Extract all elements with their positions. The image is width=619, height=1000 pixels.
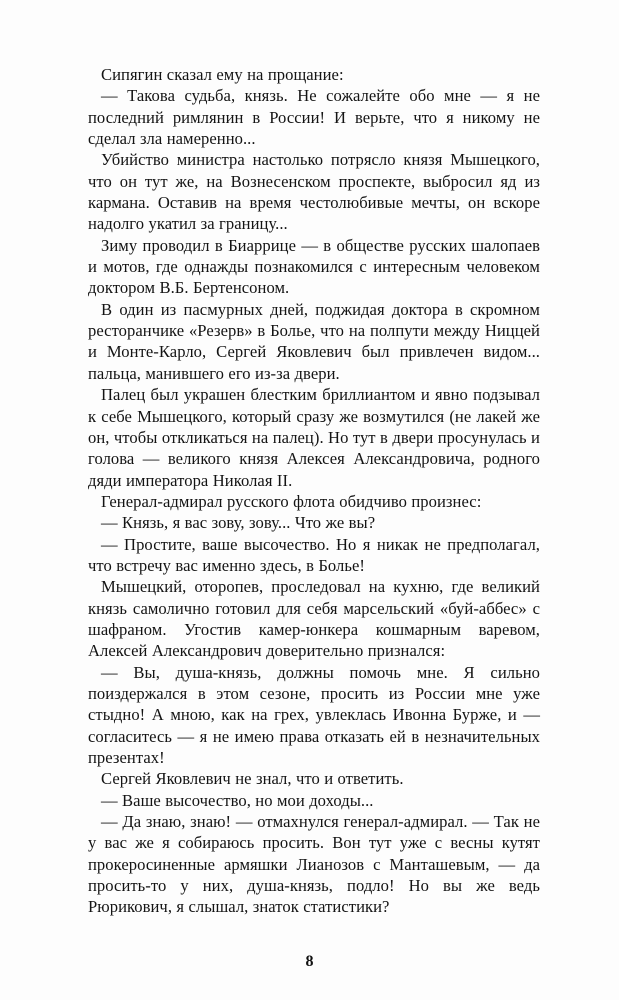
page-number: 8 xyxy=(305,953,314,970)
paragraph: Генерал-адмирал русского флота обидчиво произнес: xyxy=(101,491,482,511)
paragraph: — Да знаю, знаю! — отмахнулся генерал-адмирал. — Так не у вас же я собираюсь просить. Вон тут уже с весны кутят прокеросиненные армяшки Лианозов с Манташевым, — да просить-то у них, душа-князь, подло! Но вы же ведь Рюрикович, я слышал, знаток статистики? xyxy=(88,812,540,917)
body-text-column xyxy=(88,64,540,918)
paragraph: — Простите, ваше высочество. Но я никак не предполагал, что встречу вас именно здесь, в Болье! xyxy=(88,534,540,575)
paragraph: — Князь, я вас зову, зову... Что же вы? xyxy=(101,513,376,533)
paragraph: Сипягин сказал ему на прощание: xyxy=(101,65,344,84)
paragraph: — Такова судьба, князь. Не сожалейте обо мне — я не последний римлянин в России! И верьте, что я никому не сделал зла намеренно... xyxy=(88,86,540,149)
paragraph: Зиму проводил в Биаррице — в обществе русских шалопаев и мотов, где однажды познакомился с интересным человеком доктором В.Б. Бертенсоном. xyxy=(88,235,540,298)
paragraph: Мышецкий, оторопев, проследовал на кухню, где великий князь самолично готовил для себя марсельский «буй-аббес» с шафраном. Угостив камер-юнкера кошмарным варевом, Алексей Александрович доверительно признался: xyxy=(88,577,540,661)
paragraph: Палец был украшен блестким бриллиантом и явно подзывал к себе Мышецкого, который сразу же возмутился (не лакей же он, чтобы откликаться на палец). Но тут в двери просунулась и голова — великого князя Алексея Александровича, родного дяди императора Николая II. xyxy=(88,385,540,490)
paragraph: — Вы, душа-князь, должны помочь мне. Я сильно поиздержался в этом сезоне, просить из России мне уже стыдно! А мною, как на грех, увлеклась Ивонна Бурже, и — согласитесь — я не имею права отказать ей в незначительных презентах! xyxy=(88,662,540,767)
paragraph: В один из пасмурных дней, поджидая доктора в скромном ресторанчике «Резерв» в Болье, что на полпути между Ниццей и Монте-Карло, Сергей Яковлевич был привлечен видом... пальца, манившего его из-за двери. xyxy=(88,299,540,383)
paragraph: Убийство министра настолько потрясло князя Мышецкого, что он тут же, на Вознесенском проспекте, выбросил яд из кармана. Оставив на время честолюбивые мечты, он вскоре надолго укатил за границу... xyxy=(88,150,540,234)
paragraph: Сергей Яковлевич не знал, что и ответить. xyxy=(101,769,404,789)
paragraph: — Ваше высочество, но мои доходы... xyxy=(101,790,374,810)
